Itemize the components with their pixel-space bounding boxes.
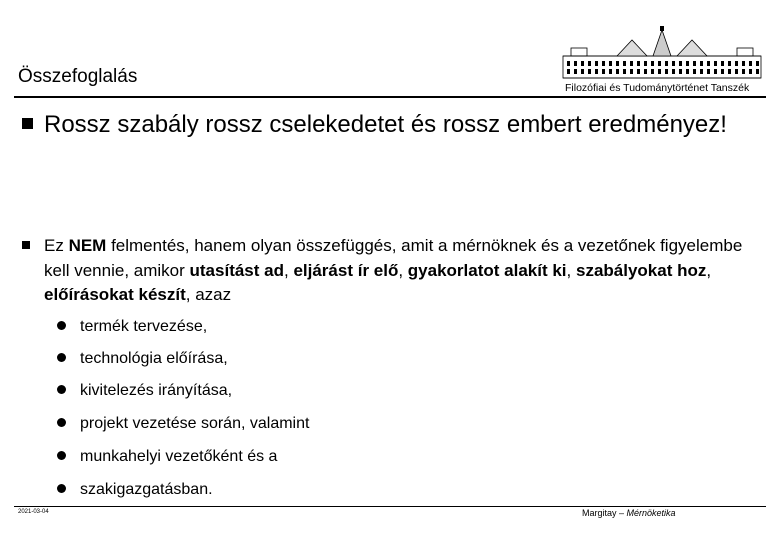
round-bullet-icon <box>57 385 66 394</box>
text-span: Ez <box>44 236 69 255</box>
text-span: , azaz <box>185 285 232 304</box>
list-item <box>57 447 277 467</box>
emphasis: szabályokat hoz <box>575 260 707 280</box>
text-span: , <box>566 260 576 280</box>
author-name: Margitay – <box>582 508 627 518</box>
text-span: , <box>706 260 712 280</box>
list-item-label: kivitelezés irányítása, <box>80 382 233 399</box>
round-bullet-icon <box>57 484 66 493</box>
square-bullet-icon <box>22 118 33 129</box>
emphasis: eljárást ír elő <box>293 260 399 280</box>
emphasis: előírásokat készít <box>44 285 186 304</box>
list-item <box>57 317 207 337</box>
explanation-paragraph <box>44 234 744 308</box>
round-bullet-icon <box>57 353 66 362</box>
page-title: Összefoglalás <box>18 66 138 87</box>
emphasis: gyakorlatot alakít ki <box>407 260 567 280</box>
list-item <box>57 414 309 434</box>
text-span: felmentés, hanem olyan összefüggés, amit a mérnöknek és a vezetőnek figyelembe kell vennie, amikor <box>44 236 743 280</box>
list-item-label: projekt vezetése során, valamint <box>80 415 310 432</box>
logo-caption: Filozófiai és Tudománytörténet Tanszék <box>565 82 750 94</box>
square-bullet-icon <box>22 241 30 249</box>
header-divider <box>14 96 766 98</box>
emphasis: NEM <box>68 236 107 255</box>
list-item-label: technológia előírása, <box>80 350 228 367</box>
main-statement: Rossz szabály rossz cselekedetet és rossz embert eredményez! <box>44 111 727 138</box>
text-span: , <box>284 260 294 280</box>
footer-author <box>582 508 676 518</box>
emphasis: utasítást ad <box>189 260 284 280</box>
round-bullet-icon <box>57 451 66 460</box>
course-name: Mérnöketika <box>626 508 676 518</box>
list-item-label: termék tervezése, <box>80 318 208 335</box>
list-item <box>57 349 228 369</box>
footer-date: 2021-03-04 <box>18 509 49 515</box>
list-item-label: szakigazgatásban. <box>80 481 213 498</box>
list-item <box>57 480 213 500</box>
text-span: , <box>398 260 408 280</box>
list-item-label: munkahelyi vezetőként és a <box>80 448 278 465</box>
round-bullet-icon <box>57 418 66 427</box>
list-item <box>57 381 232 401</box>
round-bullet-icon <box>57 321 66 330</box>
footer-divider <box>14 506 766 507</box>
